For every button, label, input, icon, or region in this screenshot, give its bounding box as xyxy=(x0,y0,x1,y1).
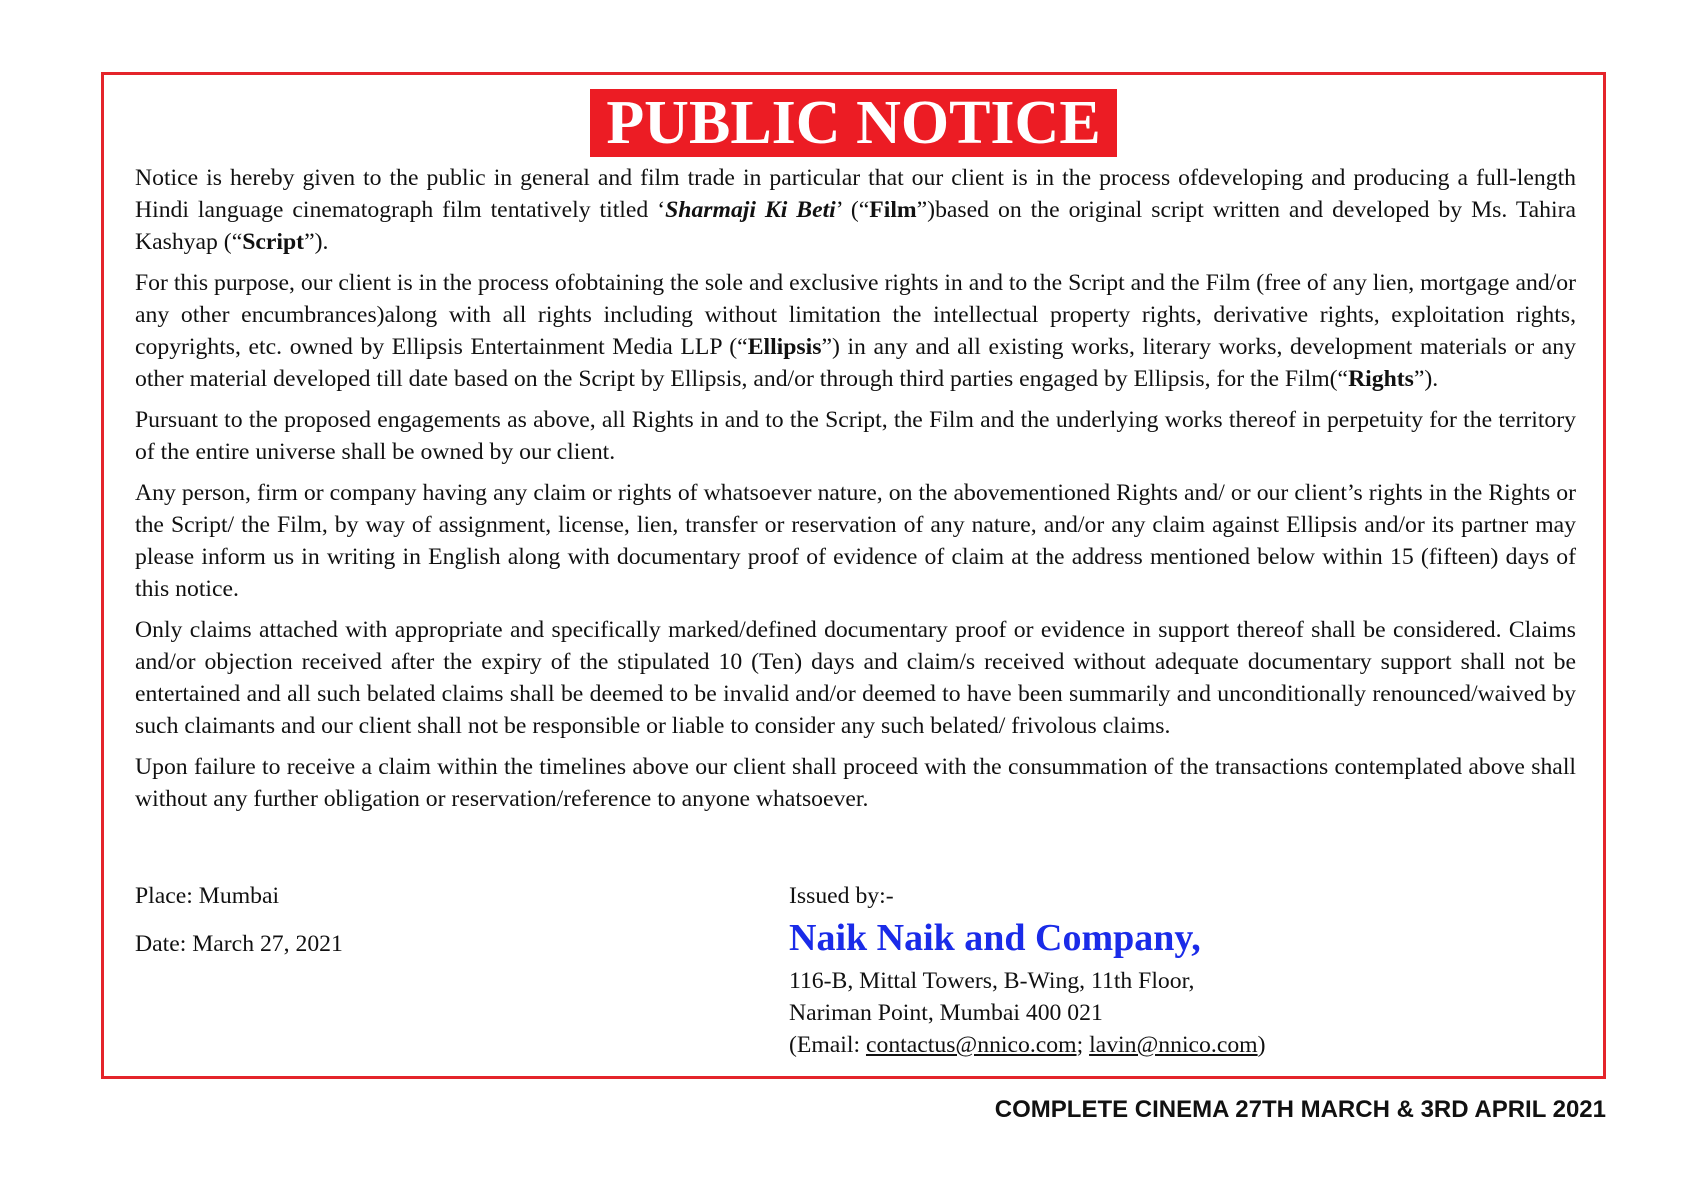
text-run: Any person, firm or company having any claim or rights of whatsoever nature, on the abovementioned Rights and/ or our client’s rights in the Rights or the Script/ the Film, by way of assignment, license, lien, transfer or reservation of any nature, and/or any claim against Ellipsis and/or its partner may please inform us in writing in English along with documentary proof of evidence of claim at the address mentioned below within 15 (fifteen) days of this notice. xyxy=(135,480,1576,602)
address-line-2: Nariman Point, Mumbai 400 021 xyxy=(789,1000,1103,1026)
bold-term: Ellipsis xyxy=(747,334,822,360)
place-date-block xyxy=(135,880,343,960)
email-separator: ; xyxy=(1076,1032,1090,1058)
email-prefix: (Email: xyxy=(789,1032,866,1058)
email-line xyxy=(789,1029,1266,1061)
text-run: ”). xyxy=(304,229,329,255)
film-title: Sharmaji Ki Beti xyxy=(665,197,836,223)
notice-paragraph xyxy=(135,162,1576,258)
company-name: Naik Naik and Company, xyxy=(789,917,1201,959)
publication-line: COMPLETE CINEMA 27TH MARCH & 3RD APRIL 2021 xyxy=(994,1096,1606,1123)
notice-paragraph xyxy=(135,751,1576,815)
address-line-1: 116-B, Mittal Towers, B-Wing, 11th Floor, xyxy=(789,968,1195,994)
notice-paragraph xyxy=(135,267,1576,395)
text-run: Notice is hereby given to the public in general and film trade in particular that our client is in the process ofdeveloping and producing a full-length Hindi language cinematograph film tentatively titled ‘ xyxy=(135,165,1576,223)
issuer-block xyxy=(789,880,1266,1061)
title-wrap xyxy=(104,89,1603,157)
notice-paragraph xyxy=(135,614,1576,742)
text-run: ’ (“ xyxy=(835,197,870,223)
email-link-lavin[interactable]: lavin@nnico.com xyxy=(1089,1032,1258,1058)
text-run: ”)based on the original script written and developed by Ms. Tahira Kashyap (“ xyxy=(135,197,1576,255)
notice-title: PUBLIC NOTICE xyxy=(590,89,1116,157)
text-run: For this purpose, our client is in the process ofobtaining the sole and exclusive rights in and to the Script and the Film (free of any lien, mortgage and/or any other encumbrances)along with all rights including without limitation the intellectual property rights, derivative rights, exploitation rights, copyrights, etc. owned by Ellipsis Entertainment Media LLP (“ xyxy=(135,270,1576,360)
notice-frame xyxy=(101,72,1606,1079)
notice-body xyxy=(135,162,1576,824)
email-link-contactus[interactable]: contactus@nnico.com xyxy=(865,1032,1077,1058)
notice-paragraph xyxy=(135,477,1576,605)
place-text: Place: Mumbai xyxy=(135,883,280,909)
text-run: ”). xyxy=(1413,366,1439,392)
text-run: Upon failure to receive a claim within the timelines above our client shall proceed with the consummation of the transactions contemplated above shall without any further obligation or reservation/reference to anyone whatsoever. xyxy=(135,754,1576,812)
email-suffix: ) xyxy=(1257,1032,1266,1058)
text-run: Pursuant to the proposed engagements as above, all Rights in and to the Script, the Film and the underlying works thereof in perpetuity for the territory of the entire universe shall be owned by our client. xyxy=(135,407,1576,465)
text-run: Only claims attached with appropriate and specifically marked/defined documentary proof or evidence in support thereof shall be considered. Claims and/or objection received after the expiry of the stipulated 10 (Ten) days and claim/s received without adequate documentary support shall not be entertained and all such belated claims shall be deemed to be invalid and/or deemed to have been summarily and unconditionally renounced/waived by such claimants and our client shall not be responsible or liable to consider any such belated/ frivolous claims. xyxy=(135,617,1576,739)
text-run: ”) in any and all existing works, literary works, development materials or any other material developed till date based on the Script by Ellipsis, and/or through third parties engaged by Ellipsis, for the Film(“ xyxy=(135,334,1576,392)
issued-by-text: Issued by:- xyxy=(789,883,894,909)
notice-paragraph xyxy=(135,404,1576,468)
date-text: Date: March 27, 2021 xyxy=(135,931,343,957)
bold-term: Rights xyxy=(1348,366,1414,392)
bold-term: Film xyxy=(869,197,917,223)
bold-term: Script xyxy=(242,229,305,255)
